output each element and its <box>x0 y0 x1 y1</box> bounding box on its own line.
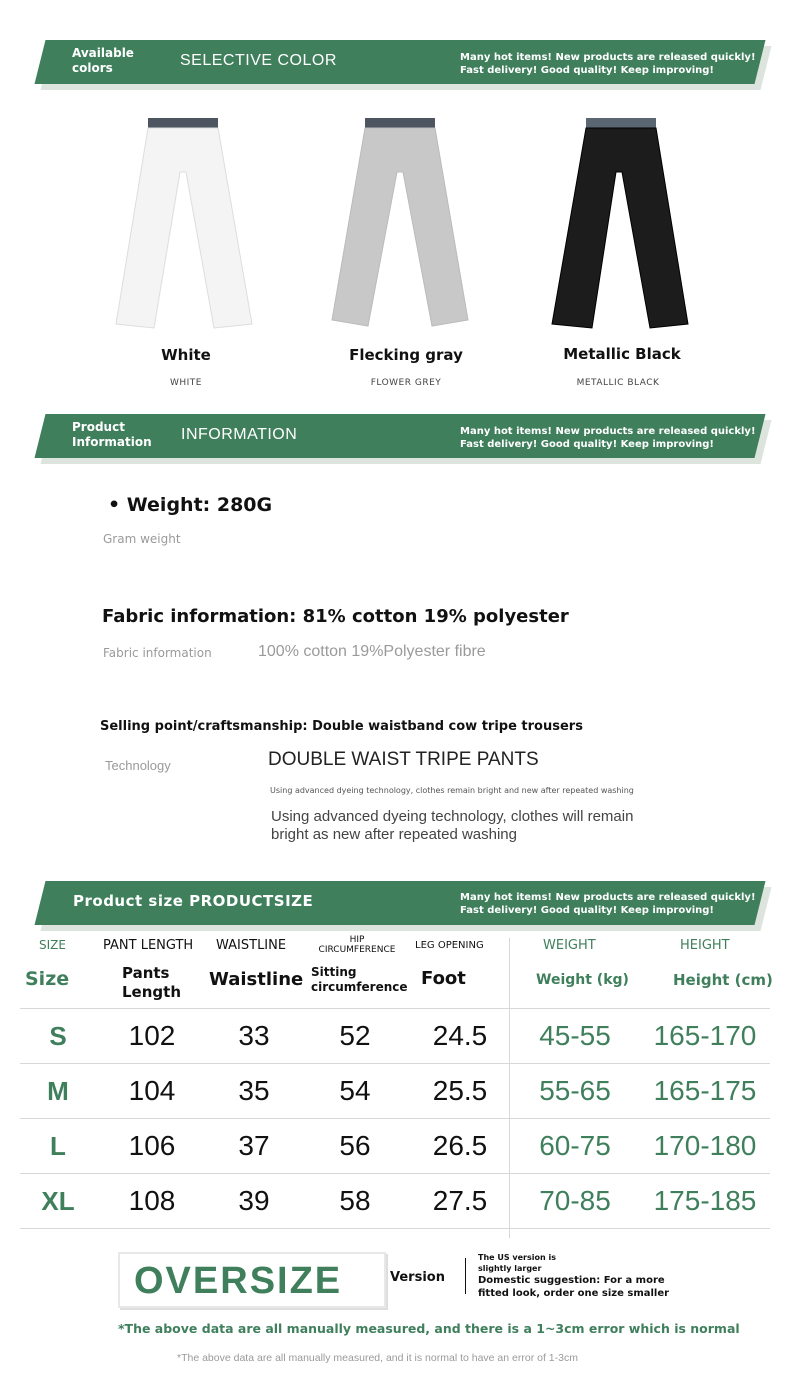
us-version-note: The US version is slightly larger <box>478 1253 556 1273</box>
color-name-grey: Flecking gray <box>349 346 463 364</box>
banner-small-label: Available colors <box>72 46 134 75</box>
cell-foot: 25.5 <box>410 1064 510 1119</box>
header-size-en: SIZE <box>39 938 66 952</box>
cell-weight: 45-55 <box>510 1009 640 1064</box>
table-row <box>20 1009 770 1064</box>
cell-weight: 70-85 <box>510 1174 640 1229</box>
table-row <box>20 1174 770 1229</box>
header-weight: Weight (kg) <box>536 972 629 988</box>
banner-small-label: Product Information <box>72 420 152 449</box>
tech-small: Using advanced dyeing technology, clothes remain bright and new after repeated washing <box>270 786 634 795</box>
cell-height: 165-175 <box>640 1064 770 1119</box>
banner-information <box>40 414 760 458</box>
oversize-word: OVERSIZE <box>134 1260 343 1302</box>
banner-title: SELECTIVE COLOR <box>180 52 337 69</box>
pants-white-image <box>114 116 254 332</box>
header-hip-en: HIP CIRCUMFERENCE <box>318 935 396 955</box>
cell-length: 108 <box>96 1174 208 1229</box>
cell-size: M <box>20 1064 96 1119</box>
cell-waist: 37 <box>208 1119 300 1174</box>
cell-foot: 26.5 <box>410 1119 510 1174</box>
cell-height: 165-170 <box>640 1009 770 1064</box>
table-row <box>20 1064 770 1119</box>
tech-desc: Using advanced dyeing technology, clothes will remain bright as new after repeated washing <box>271 808 634 843</box>
header-length: Pants Length <box>122 964 181 1001</box>
size-table <box>20 1008 770 1229</box>
cell-height: 170-180 <box>640 1119 770 1174</box>
selling-title: Selling point/craftsmanship: Double waistband cow tripe trousers <box>100 719 583 734</box>
fabric-sub-value: 100% cotton 19%Polyester fibre <box>258 643 486 660</box>
header-height-en: HEIGHT <box>680 938 730 953</box>
cell-hip: 52 <box>300 1009 410 1064</box>
cell-foot: 27.5 <box>410 1174 510 1229</box>
cell-hip: 58 <box>300 1174 410 1229</box>
pants-grey-image <box>330 116 470 332</box>
fabric-title: Fabric information: 81% cotton 19% polyester <box>102 606 569 627</box>
color-sub-white: WHITE <box>169 378 202 388</box>
header-weight-en: WEIGHT <box>543 938 596 953</box>
version-divider <box>465 1258 466 1294</box>
banner-slogan: Many hot items! New products are released quickly! Fast delivery! Good quality! Keep improving! <box>460 426 756 450</box>
footnote-grey: *The above data are all manually measured, and it is normal to have an error of 1-3cm <box>177 1352 578 1364</box>
cell-waist: 39 <box>208 1174 300 1229</box>
cell-waist: 33 <box>208 1009 300 1064</box>
cell-length: 106 <box>96 1119 208 1174</box>
header-sitting: Sitting circumference <box>311 965 408 994</box>
bullet-icon: • <box>108 494 127 516</box>
header-leg-en: LEG OPENING <box>415 940 484 951</box>
domestic-note: Domestic suggestion: For a more fitted look, order one size smaller <box>478 1275 670 1299</box>
header-height: Height (cm) <box>673 971 773 989</box>
color-name-black: Metallic Black <box>563 345 681 363</box>
tech-label: Technology <box>105 758 171 773</box>
cell-length: 102 <box>96 1009 208 1064</box>
cell-waist: 35 <box>208 1064 300 1119</box>
banner-slogan: Many hot items! New products are released quickly! Fast delivery! Good quality! Keep improving! <box>460 892 756 916</box>
color-name-white: White <box>161 346 211 364</box>
pants-black-image <box>550 116 690 332</box>
footnote-green: *The above data are all manually measured, and there is a 1~3cm error which is normal <box>118 1321 740 1336</box>
cell-weight: 60-75 <box>510 1119 640 1174</box>
cell-hip: 56 <box>300 1119 410 1174</box>
tech-title: DOUBLE WAIST TRIPE PANTS <box>268 749 539 770</box>
header-waistline: Waistline <box>209 969 304 990</box>
fabric-sub-label: Fabric information <box>103 646 212 660</box>
cell-foot: 24.5 <box>410 1009 510 1064</box>
banner-product-size <box>40 881 760 925</box>
banner-title: INFORMATION <box>181 426 298 443</box>
cell-size: XL <box>20 1174 96 1229</box>
table-row <box>20 1119 770 1174</box>
cell-length: 104 <box>96 1064 208 1119</box>
cell-size: L <box>20 1119 96 1174</box>
banner-selective-color <box>40 40 760 84</box>
weight-title: • Weight: 280G <box>108 494 273 516</box>
header-size: Size <box>25 968 70 990</box>
color-sub-grey: FLOWER GREY <box>370 378 442 388</box>
table-divider <box>509 938 510 1238</box>
cell-height: 175-185 <box>640 1174 770 1229</box>
color-sub-black: METALLIC BLACK <box>576 378 660 388</box>
cell-size: S <box>20 1009 96 1064</box>
header-foot: Foot <box>421 968 466 989</box>
cell-weight: 55-65 <box>510 1064 640 1119</box>
oversize-badge <box>118 1252 386 1308</box>
banner-title: Product size PRODUCTSIZE <box>73 892 314 910</box>
cell-hip: 54 <box>300 1064 410 1119</box>
version-label: Version <box>390 1270 445 1285</box>
header-length-en: PANT LENGTH <box>103 938 194 953</box>
banner-slogan: Many hot items! New products are released quickly! Fast delivery! Good quality! Keep improving! <box>460 52 756 76</box>
header-waist-en: WAISTLINE <box>216 938 287 953</box>
weight-sub: Gram weight <box>103 532 181 546</box>
